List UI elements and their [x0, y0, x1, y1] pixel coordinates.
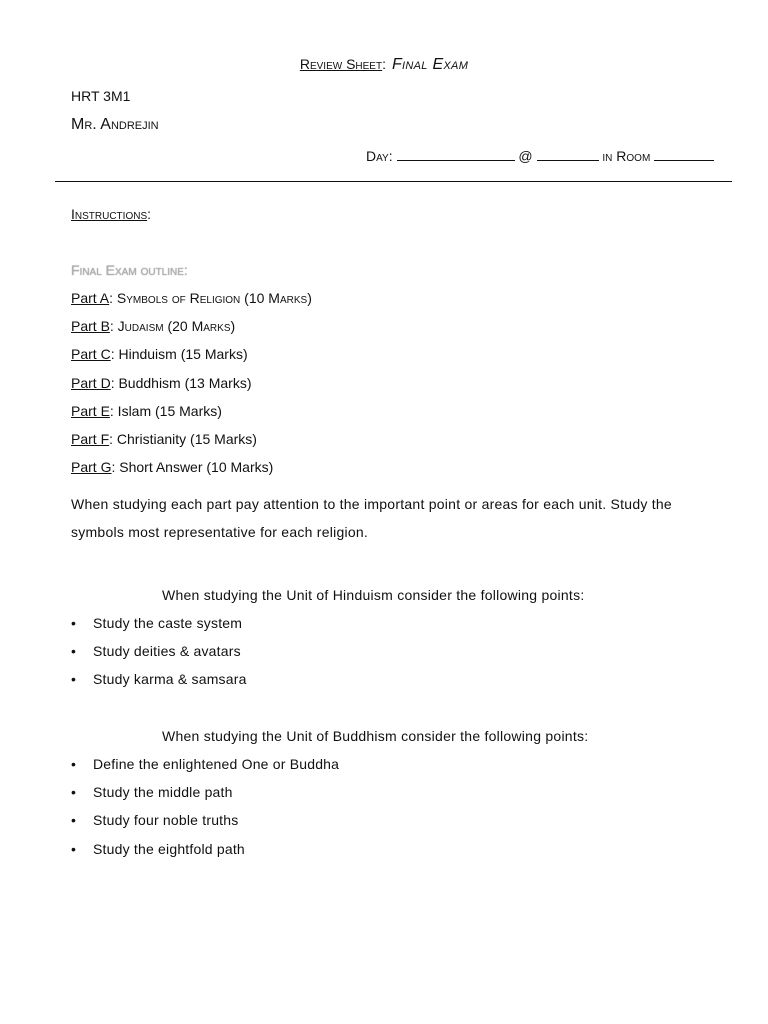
- at-symbol: @: [518, 148, 533, 164]
- part-a-line: [71, 290, 312, 306]
- part-label: Part F: [71, 431, 110, 447]
- bullet-icon: •: [71, 671, 77, 687]
- course-code: HRT 3M1: [71, 88, 131, 104]
- point-text: Study the middle path: [93, 784, 233, 800]
- part-text: : Symbols of Religion (10 Marks): [109, 290, 312, 306]
- exam-day-line: [366, 148, 714, 164]
- point-text: Study karma & samsara: [93, 671, 247, 687]
- point-text: Study the caste system: [93, 615, 243, 631]
- title-colon: :: [382, 56, 386, 72]
- title-label: Review Sheet: [299, 56, 383, 72]
- point-text: Study the eightfold path: [93, 841, 245, 857]
- part-text: : Judaism (20 Marks): [109, 318, 236, 334]
- hinduism-point: [71, 671, 247, 687]
- part-g-line: [71, 459, 273, 475]
- part-b-line: [71, 318, 235, 334]
- part-text: : Short Answer (10 Marks): [111, 459, 274, 475]
- day-label: Day:: [366, 148, 393, 164]
- part-text: : Islam (15 Marks): [109, 403, 222, 419]
- study-note-paragraph: When studying each part pay attention to the important point or areas for each unit. Study the symbols most representative for each religion.: [71, 496, 672, 540]
- header-divider: [55, 181, 732, 182]
- part-d-line: [71, 375, 252, 391]
- part-f-line: [71, 431, 257, 447]
- bullet-icon: •: [71, 615, 77, 631]
- room-blank: [654, 148, 714, 161]
- part-e-line: [71, 403, 222, 419]
- bullet-icon: •: [71, 812, 77, 828]
- part-c-line: [71, 346, 248, 362]
- bullet-icon: •: [71, 756, 77, 772]
- buddhism-point: [71, 756, 339, 772]
- buddhism-heading: When studying the Unit of Buddhism consider the following points:: [162, 728, 589, 744]
- instructions-heading: [71, 206, 151, 222]
- buddhism-point: [71, 784, 233, 800]
- buddhism-point: [71, 841, 245, 857]
- bullet-icon: •: [71, 784, 77, 800]
- part-label: Part E: [71, 403, 110, 419]
- day-blank: [397, 148, 515, 161]
- part-text: : Christianity (15 Marks): [109, 431, 257, 447]
- point-text: Study deities & avatars: [93, 643, 241, 659]
- buddhism-point: [71, 812, 238, 828]
- part-label: Part D: [71, 375, 111, 391]
- hinduism-heading: When studying the Unit of Hinduism consider the following points:: [162, 587, 585, 603]
- part-label: Part G: [71, 459, 112, 475]
- hinduism-point: [71, 643, 241, 659]
- part-label: Part C: [71, 346, 111, 362]
- part-label: Part B: [71, 318, 110, 334]
- bullet-icon: •: [71, 841, 77, 857]
- point-text: Study four noble truths: [93, 812, 239, 828]
- part-text: : Hinduism (15 Marks): [110, 346, 248, 362]
- room-label: in Room: [602, 148, 651, 164]
- point-text: Define the enlightened One or Buddha: [93, 756, 340, 772]
- title-exam-name: Final Exam: [391, 56, 469, 73]
- document-title: [0, 56, 768, 74]
- teacher-name: Mr. Andrejin: [71, 116, 159, 133]
- hinduism-point: [71, 615, 242, 631]
- part-text: : Buddhism (13 Marks): [110, 375, 252, 391]
- bullet-icon: •: [71, 643, 77, 659]
- time-blank: [537, 148, 599, 161]
- exam-outline-heading: Final Exam outline:: [71, 262, 188, 278]
- instructions-colon: :: [147, 206, 152, 222]
- instructions-label: Instructions: [71, 206, 148, 222]
- part-label: Part A: [71, 290, 110, 306]
